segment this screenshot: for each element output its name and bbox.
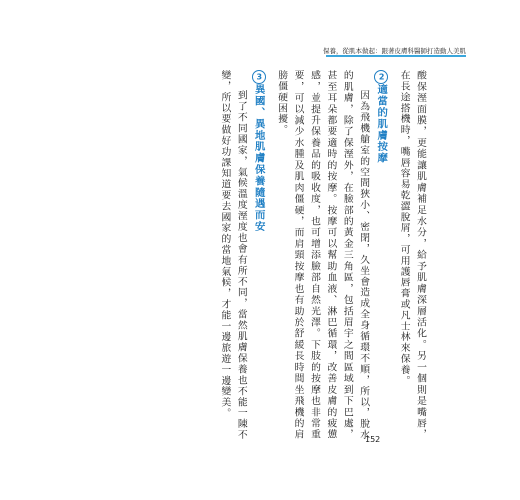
section-number-badge: 2: [374, 70, 388, 84]
section-title: 適當的肌膚按摩: [375, 84, 388, 164]
running-header: [323, 43, 466, 57]
section-heading-massage: [371, 70, 389, 440]
section-paragraph: 因為飛機艙室的空間狹小、密閉，久坐會造成全身循環不順，所以，脫水的肌膚，除了保溼外，在臉部的黃金三角區，包括眉宇之間區域到下巴處，甚至耳朵都要適時的按摩。按摩可以幫助血液、淋巴循環，改善皮膚的疲憊感，並提升保養品的吸收度，也可增添臉部自然光澤。下肢的按摩也非常重要，可以減少水腫及肌肉僵硬，而肩頸按摩也有助於舒緩長時間坐飛機的肩膀僵硬困擾。: [276, 70, 370, 440]
section-number-badge: 3: [252, 70, 266, 84]
section-title: 異國、異地肌膚保養隨遇而安: [252, 84, 265, 233]
header-rule: [326, 55, 466, 57]
running-title: 保養，從肌本做起：跟著皮膚科醫師打造動人美肌: [323, 46, 466, 55]
page-number: 152: [365, 435, 381, 444]
section-paragraph: 到了不同國家，氣候溫度溼度也會有所不同，當然肌膚保養也不能一陳不變，所以要做好功課知道要去國家的當地氣候，才能一邊旅遊一邊變美。: [219, 70, 247, 440]
section-heading-travel-care: [249, 70, 267, 440]
intro-paragraph: 酸保溼面膜，更能讓肌膚補足水分，給予肌膚深層活化。另一個則是嘴唇，在長途搭機時，嘴唇容易乾澀脫屑，可用護唇膏或凡士林來保養。: [398, 70, 426, 440]
body-text: [118, 70, 428, 440]
